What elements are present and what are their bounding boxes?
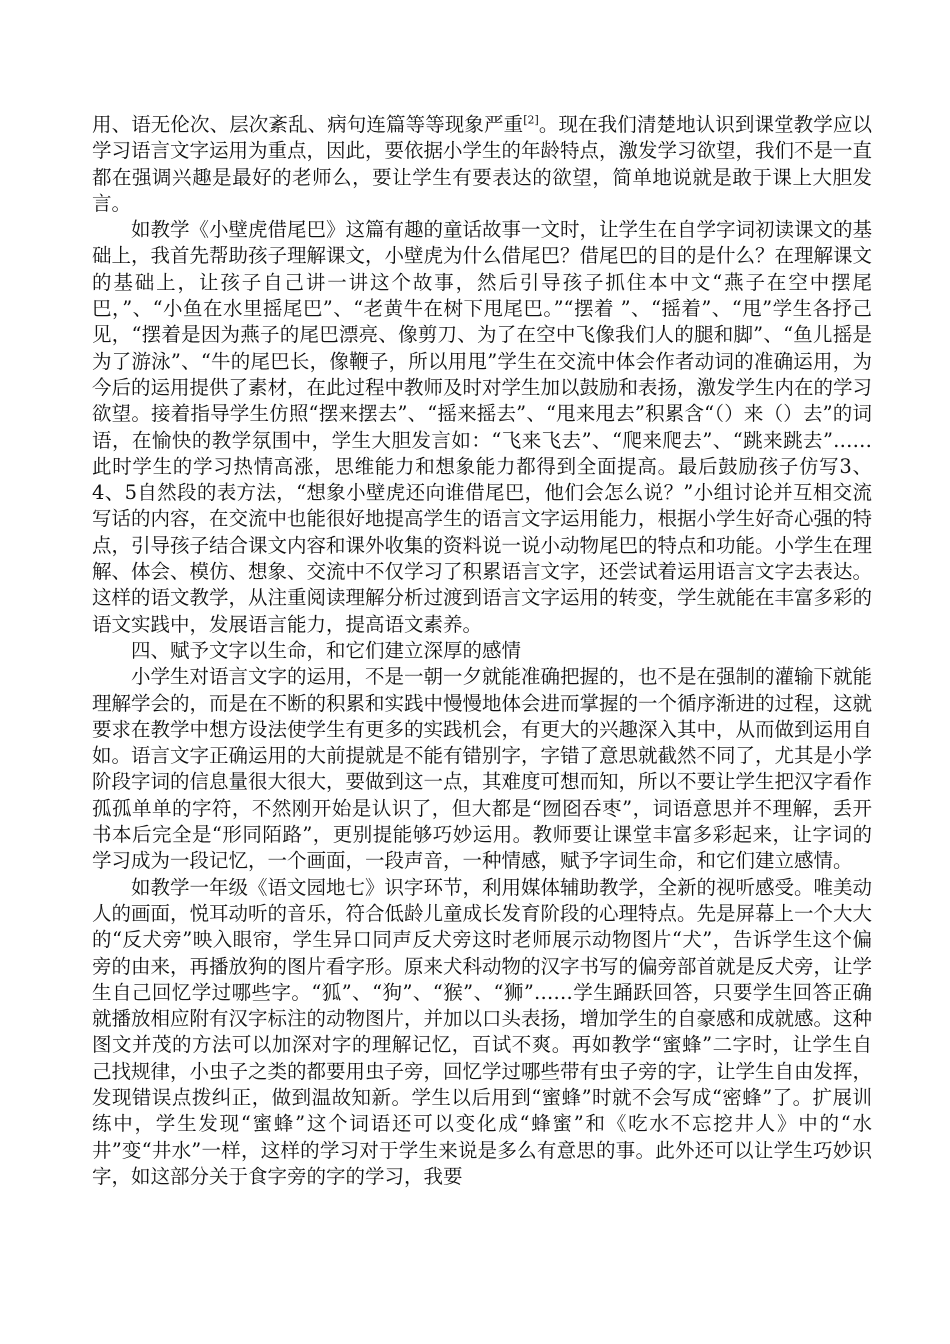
paragraph-word-usage: 小学生对语言文字的运用，不是一朝一夕就能准确把握的，也不是在强制的灌输下就能理解学会的，而是在不断的积累和实践中慢慢地体会进而掌握的一个循序渐进的过程，这就要求在教学中想方设法使学生有更多的实践机会，有更大的兴趣深入其中，从而做到运用自如。语言文字正确运用的大前提就是不能有错别字，字错了意思就截然不同了，尤其是小学阶段字词的信息量很大很大，要做到这一点，其难度可想而知，所以不要让学生把汉字看作孤孤单单的字符，不然刚开始是认识了，但大都是“囫囵吞枣”，词语意思并不理解，丢开书本后完全是“形同陌路”，更别提能够巧妙运用。教师要让课堂丰富多彩起来，让字词的学习成为一段记忆，一个画面，一段声音，一种情感，赋予字词生命，和它们建立感情。 [92, 665, 873, 873]
paragraph-xiaobihu-example: 如教学《小壁虎借尾巴》这篇有趣的童话故事一文时，让学生在自学字词初读课文的基础上，我首先帮助孩子理解课文，小壁虎为什么借尾巴？借尾巴的目的是什么？在理解课文的基础上，让孩子自己讲一讲这个故事，然后引导孩子抓住本中文“燕子在空中摆尾巴，”、“小鱼在水里摇尾巴”、“老黄牛在树下甩尾巴。”“摆着 ”、“摇着”、“甩”学生各抒己见，“摆着是因为燕子的尾巴漂亮、像剪刀、为了在空中飞像我们人的腿和脚”、“鱼儿摇是为了游泳”、“牛的尾巴长，像鞭子，所以用甩”学生在交流中体会作者动词的准确运用，为今后的运用提供了素材，在此过程中教师及时对学生加以鼓励和表扬，激发学生内在的学习欲望。接着指导学生仿照“摆来摆去”、“摇来摇去”、“甩来甩去”积累含“（）来（）去”的词语，在愉快的教学氛围中，学生大胆发言如：“飞来飞去”、“爬来爬去”、“跳来跳去”……此时学生的学习热情高涨，思维能力和想象能力都得到全面提高。最后鼓励孩子仿写3、4、5自然段的表方法，“想象小壁虎还向谁借尾巴，他们会怎么说？”小组讨论并互相交流写话的内容，在交流中也能很好地提高学生的语言文字运用能力，根据小学生好奇心强的特点，引导孩子结合课文内容和课外收集的资料说一说小动物尾巴的特点和功能。小学生在理解、体会、模仿、想象、交流中不仅学习了积累语言文字，还尝试着运用语言文字去表达。这样的语文教学，从注重阅读理解分析过渡到语言文字运用的转变，学生就能在丰富多彩的语文实践中，发展语言能力，提高语文素养。 [92, 218, 873, 636]
paragraph-continuation [92, 112, 872, 217]
paragraph-literacy-example: 如教学一年级《语文园地七》识字环节，利用媒体辅助教学，全新的视听感受。唯美动人的画面，悦耳动听的音乐，符合低龄儿童成长发育阶段的心理特点。先是屏幕上一个大大的“反犬旁”映入眼帘，学生异口同声反犬旁这时老师展示动物图片“犬”，告诉学生这个偏旁的由来，再播放狗的图片看字形。原来犬科动物的汉字书写的偏旁部首就是反犬旁，让学生自己回忆学过哪些字。“狐”、“狗”、“猴”、“狮”……学生踊跃回答，只要学生回答正确就播放相应附有汉字标注的动物图片，并加以口头表扬，增加学生的自豪感和成就感。这种图文并茂的方法可以加深对字的理解记忆，百试不爽。再如教学“蜜蜂”二字时，让学生自己找规律，小虫子之类的都要用虫子旁，回忆学过哪些带有虫子旁的字，让学生自由发挥，发现错误点拨纠正，做到温故知新。学生以后用到“蜜蜂”时就不会写成“密蜂”了。扩展训练中，学生发现“蜜蜂”这个词语还可以变化成“蜂蜜”和《吃水不忘挖井人》中的“水井”变“井水”一样，这样的学习对于学生来说是多么有意思的事。此外还可以让学生巧妙识字，如这部分关于食字旁的字的学习，我要 [92, 875, 873, 1188]
section-heading-four: 四、赋予文字以生命，和它们建立深厚的感情 [131, 638, 522, 662]
citation-reference: [2] [523, 113, 539, 127]
document-page [92, 112, 872, 1190]
paragraph-text: 。现在我们清楚地认识到课堂教学应以学习语言文字运用为重点，因此，要依据小学生的年龄特点，激发学习欲望，我们不是一直都在强调兴趣是最好的老师么，要让学生有要表达的欲望，简单地说就是敢于课上大胆发言。 [92, 113, 873, 215]
paragraph-text: 用、语无伦次、层次紊乱、病句连篇等等现象严重 [92, 113, 524, 136]
